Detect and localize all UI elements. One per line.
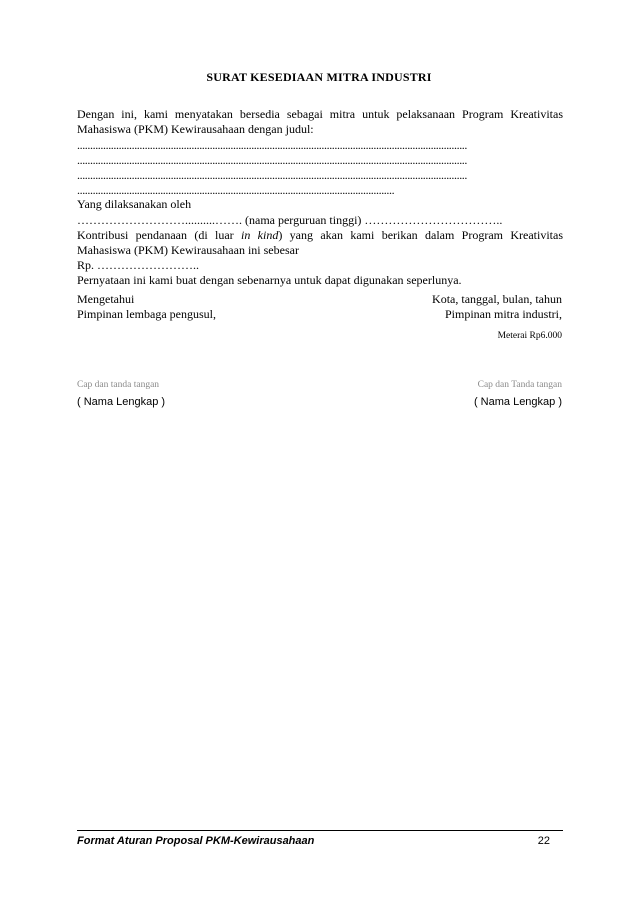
contribution-amount-line: Rp. ……………………..: [77, 258, 200, 272]
left-full-name-placeholder: ( Nama Lengkap ): [77, 396, 166, 408]
left-stamp-signature-label: Cap dan tanda tangan: [77, 380, 160, 390]
college-name-line: ………………………..........……. (nama perguruan tinggi) ……………………………..: [77, 213, 503, 227]
contribution-line-2: Mahasiswa (PKM) Kewirausahaan ini sebesar: [77, 243, 299, 257]
title-blank-line-4: ..........................................................................................................................: [77, 183, 395, 197]
right-signer-place-date: Kota, tanggal, bulan, tahun: [432, 292, 562, 306]
contribution-line-1: [77, 228, 563, 243]
intro-line-1: Dengan ini, kami menyatakan bersedia sebagai mitra untuk pelaksanaan Program Kreativitas: [77, 107, 563, 121]
in-kind-italic: in kind: [241, 228, 279, 242]
footer-divider: [77, 830, 563, 831]
footer-title: Format Aturan Proposal PKM-Kewirausahaan: [77, 835, 315, 847]
title-blank-line-2: ......................................................................................................................................................: [77, 153, 468, 167]
right-signer-title: Pimpinan mitra industri,: [445, 307, 562, 321]
executed-by-label: Yang dilaksanakan oleh: [77, 197, 192, 211]
left-signer-heading: Mengetahui: [77, 292, 135, 306]
right-full-name-placeholder: ( Nama Lengkap ): [473, 396, 562, 408]
right-stamp-signature-label: Cap dan Tanda tangan: [477, 380, 562, 390]
page-number: 22: [537, 835, 550, 847]
contribution-text-post: ) yang akan kami berikan dalam Program Kreativitas: [278, 228, 563, 242]
intro-line-2: Mahasiswa (PKM) Kewirausahaan dengan judul:: [77, 122, 314, 136]
left-signer-title: Pimpinan lembaga pengusul,: [77, 307, 216, 321]
contribution-text-pre: Kontribusi pendanaan (di luar: [77, 228, 234, 242]
title-blank-line-3: ......................................................................................................................................................: [77, 168, 468, 182]
statement-line: Pernyataan ini kami buat dengan sebenarnya untuk dapat digunakan seperlunya.: [77, 273, 462, 287]
title-blank-line-1: ......................................................................................................................................................: [77, 138, 468, 152]
stamp-duty-note: Meterai Rp6.000: [497, 331, 562, 341]
document-title: SURAT KESEDIAAN MITRA INDUSTRI: [206, 70, 432, 84]
